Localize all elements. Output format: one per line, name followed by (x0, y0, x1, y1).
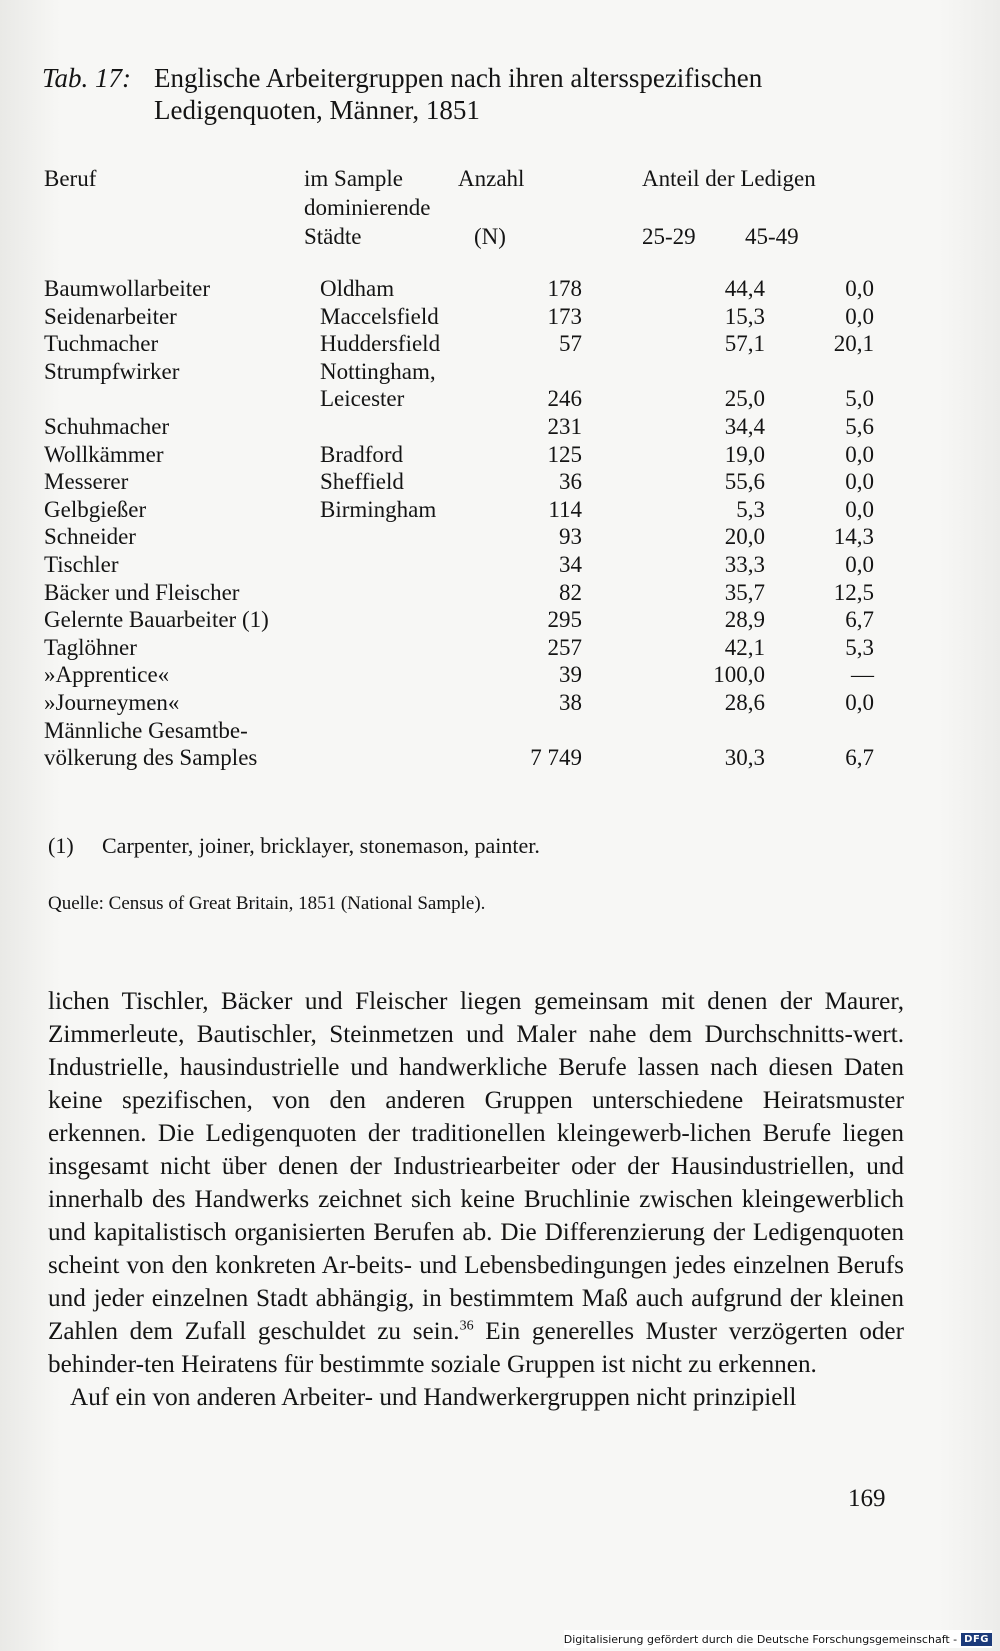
cell-quote-25-29: 28,9 (724, 607, 765, 633)
cell-beruf: »Journeymen« (44, 690, 180, 715)
header-anzahl-n: (N) (474, 224, 506, 249)
cell-beruf: Messerer (44, 469, 129, 495)
cell-quote-45-49: 6,7 (845, 607, 874, 633)
header-anzahl: Anzahl (458, 166, 525, 191)
cell-anzahl: 231 (547, 414, 582, 439)
cell-quote-25-29: 5,3 (736, 496, 765, 522)
cell-quote-25-29: 35,7 (724, 579, 765, 605)
cell-quote-25-29: 100,0 (713, 662, 765, 688)
cell-anzahl: 36 (559, 469, 582, 495)
cell-anzahl: 7 749 (530, 745, 582, 771)
header-age-45-49: 45-49 (745, 224, 799, 249)
cell-quote-45-49: 5,6 (845, 414, 874, 439)
cell-quote-25-29: 55,6 (724, 469, 765, 495)
cell-quote-25-29: 19,0 (724, 441, 765, 467)
cell-stadt: Oldham (320, 276, 395, 301)
credit-text: Digitalisierung gefördert durch die Deutsche Forschungsgemeinschaft - (563, 1632, 958, 1646)
cell-stadt: Leicester (320, 386, 405, 412)
cell-quote-45-49: 5,3 (845, 634, 874, 660)
body-text (48, 985, 904, 1414)
cell-quote-25-29: 34,4 (724, 414, 765, 439)
cell-stadt: Nottingham, (320, 358, 436, 384)
header-anteil-ledige: Anteil der Ledigen (642, 166, 816, 191)
table-source: Quelle: Census of Great Britain, 1851 (National Sample). (48, 893, 486, 914)
cell-anzahl: 257 (547, 634, 582, 660)
cell-beruf: völkerung des Samples (44, 745, 258, 771)
cell-stadt: Maccelsfield (320, 303, 439, 329)
cell-quote-25-29: 33,3 (724, 552, 765, 577)
cell-anzahl: 295 (547, 607, 582, 633)
paragraph (48, 985, 904, 1381)
cell-quote-45-49: 6,7 (845, 745, 874, 771)
cell-quote-45-49: 5,0 (845, 386, 874, 412)
cell-anzahl: 93 (559, 524, 582, 550)
header-staedte-line3: Städte (304, 224, 362, 249)
cell-quote-45-49: 14,3 (833, 524, 874, 550)
cell-quote-45-49: 0,0 (845, 552, 874, 577)
cell-quote-25-29: 25,0 (724, 386, 765, 412)
cell-anzahl: 57 (559, 331, 582, 357)
cell-quote-45-49: 0,0 (845, 496, 874, 522)
cell-beruf: Männliche Gesamtbe- (44, 717, 248, 743)
cell-anzahl: 178 (547, 276, 582, 301)
cell-quote-45-49: 0,0 (845, 441, 874, 467)
cell-quote-25-29: 28,6 (724, 690, 765, 715)
cell-beruf: Baumwollarbeiter (44, 276, 211, 301)
cell-anzahl: 114 (548, 496, 582, 522)
cell-quote-45-49: 12,5 (833, 579, 874, 605)
paragraph-text: Auf ein von anderen Arbeiter- und Handwerkergruppen nicht prinzipiell (70, 1384, 797, 1411)
cell-quote-45-49: 0,0 (845, 690, 874, 715)
footnote-text: Carpenter, joiner, bricklayer, stonemason, painter. (102, 833, 540, 858)
cell-anzahl: 173 (547, 303, 582, 329)
cell-quote-25-29: 30,3 (724, 745, 765, 771)
cell-beruf: Seidenarbeiter (44, 303, 177, 329)
cell-beruf: Schuhmacher (44, 414, 170, 439)
cell-stadt: Bradford (320, 441, 404, 467)
header-staedte-line2: dominierende (304, 195, 431, 220)
cell-quote-45-49: 0,0 (845, 276, 874, 301)
cell-beruf: Strumpfwirker (44, 358, 180, 384)
cell-beruf: Gelbgießer (44, 496, 147, 522)
cell-quote-25-29: 15,3 (724, 303, 765, 329)
cell-quote-45-49: — (851, 662, 874, 688)
cell-anzahl: 38 (559, 690, 582, 715)
header-staedte-line1: im Sample (304, 166, 404, 191)
cell-beruf: Tuchmacher (44, 331, 159, 357)
footnote-marker: (1) (48, 833, 74, 858)
paragraph-text: lichen Tischler, Bäcker und Fleischer liegen gemeinsam mit denen der Maurer, Zimmerleute, Bautischler, Steinmetzen und Maler nahe dem Durchschnitts-wert. Industrielle, hausindustrielle und handwerkliche Berufe lassen nach diesen Daten keine spezifischen, von den anderen Gruppen unterschiedene Heiratsmuster erkennen. Die Ledigenquoten der traditionellen kleingewerb-lichen Berufe liegen insgesamt nicht über denen der Industriearbeiter oder der Hausindustriellen, und innerhalb des Handwerks zeichnet sich keine Bruchlinie zwischen kleingewerblich und kapitalistisch organisierten Berufen ab. Die Differenzierung der Ledigenquoten scheint von den konkreten Ar-beits- und Lebensbedingungen jedes einzelnen Berufs und jeder einzelnen Stadt abhängig, in bestimmtem Maß auch aufgrund der kleinen Zahlen dem Zufall geschuldet zu sein. (48, 988, 904, 1345)
cell-quote-45-49: 0,0 (845, 303, 874, 329)
page-number: 169 (848, 1485, 886, 1512)
cell-anzahl: 82 (559, 579, 582, 605)
cell-quote-25-29: 20,0 (724, 524, 765, 550)
header-age-25-29: 25-29 (642, 224, 696, 249)
cell-beruf: Tischler (44, 552, 119, 577)
cell-quote-25-29: 44,4 (724, 276, 765, 301)
cell-beruf: »Apprentice« (44, 662, 170, 688)
cell-anzahl: 39 (559, 662, 582, 688)
cell-beruf: Gelernte Bauarbeiter (1) (44, 607, 269, 633)
table-title: Englische Arbeitergruppen nach ihren altersspezifischen Ledigenquoten, Männer, 1851 (154, 63, 763, 125)
cell-anzahl: 34 (559, 552, 582, 577)
cell-beruf: Bäcker und Fleischer (44, 579, 240, 605)
cell-stadt: Sheffield (320, 469, 404, 495)
cell-anzahl: 246 (547, 386, 582, 412)
digitization-credit (564, 1630, 992, 1648)
dfg-logo: DFG (961, 1633, 992, 1646)
cell-beruf: Schneider (44, 524, 136, 550)
cell-quote-45-49: 20,1 (833, 331, 874, 357)
cell-anzahl: 125 (547, 441, 582, 467)
footnote-reference: 36 (459, 1318, 474, 1334)
cell-beruf: Wollkämmer (44, 441, 164, 467)
table-number: Tab. 17: (42, 63, 132, 93)
cell-quote-45-49: 0,0 (845, 469, 874, 495)
cell-stadt: Birmingham (320, 496, 437, 522)
header-beruf: Beruf (44, 166, 97, 191)
cell-stadt: Huddersfield (320, 331, 441, 357)
paragraph (48, 1381, 904, 1414)
cell-quote-25-29: 57,1 (724, 331, 765, 357)
cell-beruf: Taglöhner (44, 634, 137, 660)
cell-quote-25-29: 42,1 (724, 634, 765, 660)
paragraph-text-continued: Ein generelles Muster verzögerten oder behinder-ten Heiratens für bestimmte soziale Gruppen ist nicht zu erkennen. (48, 1318, 904, 1378)
